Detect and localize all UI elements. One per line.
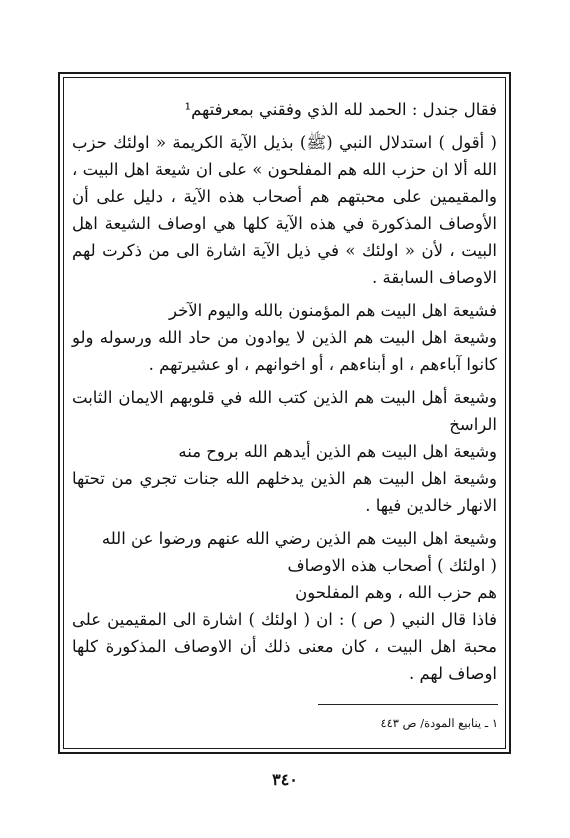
footnote-divider bbox=[318, 704, 498, 705]
paragraph-no-affection: وشيعة اهل البيت هم الذين لا يوادون من حاد الله ورسوله ولو كانوا آباءهم ، او أبناءهم ، أو اخوانهم ، او عشيرتهم . bbox=[72, 328, 497, 374]
page-number: ٣٤٠ bbox=[272, 770, 298, 789]
footnote: ١ ـ ينابيع المودة/ ص ٤٤٣ bbox=[380, 716, 498, 730]
paragraph-jandal: فقال جندل : الحمد لله الذي وفقني بمعرفتهم¹ bbox=[184, 100, 497, 119]
paragraph-party: هم حزب الله ، وهم المفلحون bbox=[295, 583, 497, 602]
main-text bbox=[72, 96, 497, 687]
paragraph-spirit: وشيعة اهل البيت هم الذين أيدهم الله بروح منه bbox=[178, 442, 497, 461]
paragraph-believers: فشيعة اهل البيت هم المؤمنون بالله واليوم الآخر bbox=[168, 301, 497, 320]
paragraph-conclusion: فاذا قال النبي ( ص ) : ان ( اولئك ) اشارة الى المقيمين على محبة اهل البيت ، كان معنى ذلك أن الاوصاف المذكورة كلها اوصاف لهم . bbox=[72, 610, 497, 683]
paragraph-faith: وشيعة أهل البيت هم الذين كتب الله في قلوبهم الايمان الثابت الراسخ bbox=[72, 388, 497, 434]
paragraph-gardens: وشيعة اهل البيت هم الذين يدخلهم الله جنات تجري من تحتها الانهار خالدين فيها . bbox=[72, 469, 497, 515]
paragraph-pleased: وشيعة اهل البيت هم الذين رضي الله عنهم ورضوا عن الله bbox=[101, 529, 497, 548]
paragraph-commentary: ( أقول ) استدلال النبي (ﷺ) بذيل الآية الكريمة « اولئك حزب الله ألا ان حزب الله هم المفلحون » على ان شيعة اهل البيت ، والمقيمين على محبتهم هم أصحاب هذه الآية ، دليل على أن الأوصاف المذكورة في هذه الآية كلها هي اوصاف الشيعة اهل البيت ، لأن « اولئك » في ذيل الآية اشارة الى من ذكرت لهم الاوصاف السابقة . bbox=[72, 133, 497, 287]
paragraph-those: ( اولئك ) أصحاب هذه الاوصاف bbox=[287, 556, 497, 575]
